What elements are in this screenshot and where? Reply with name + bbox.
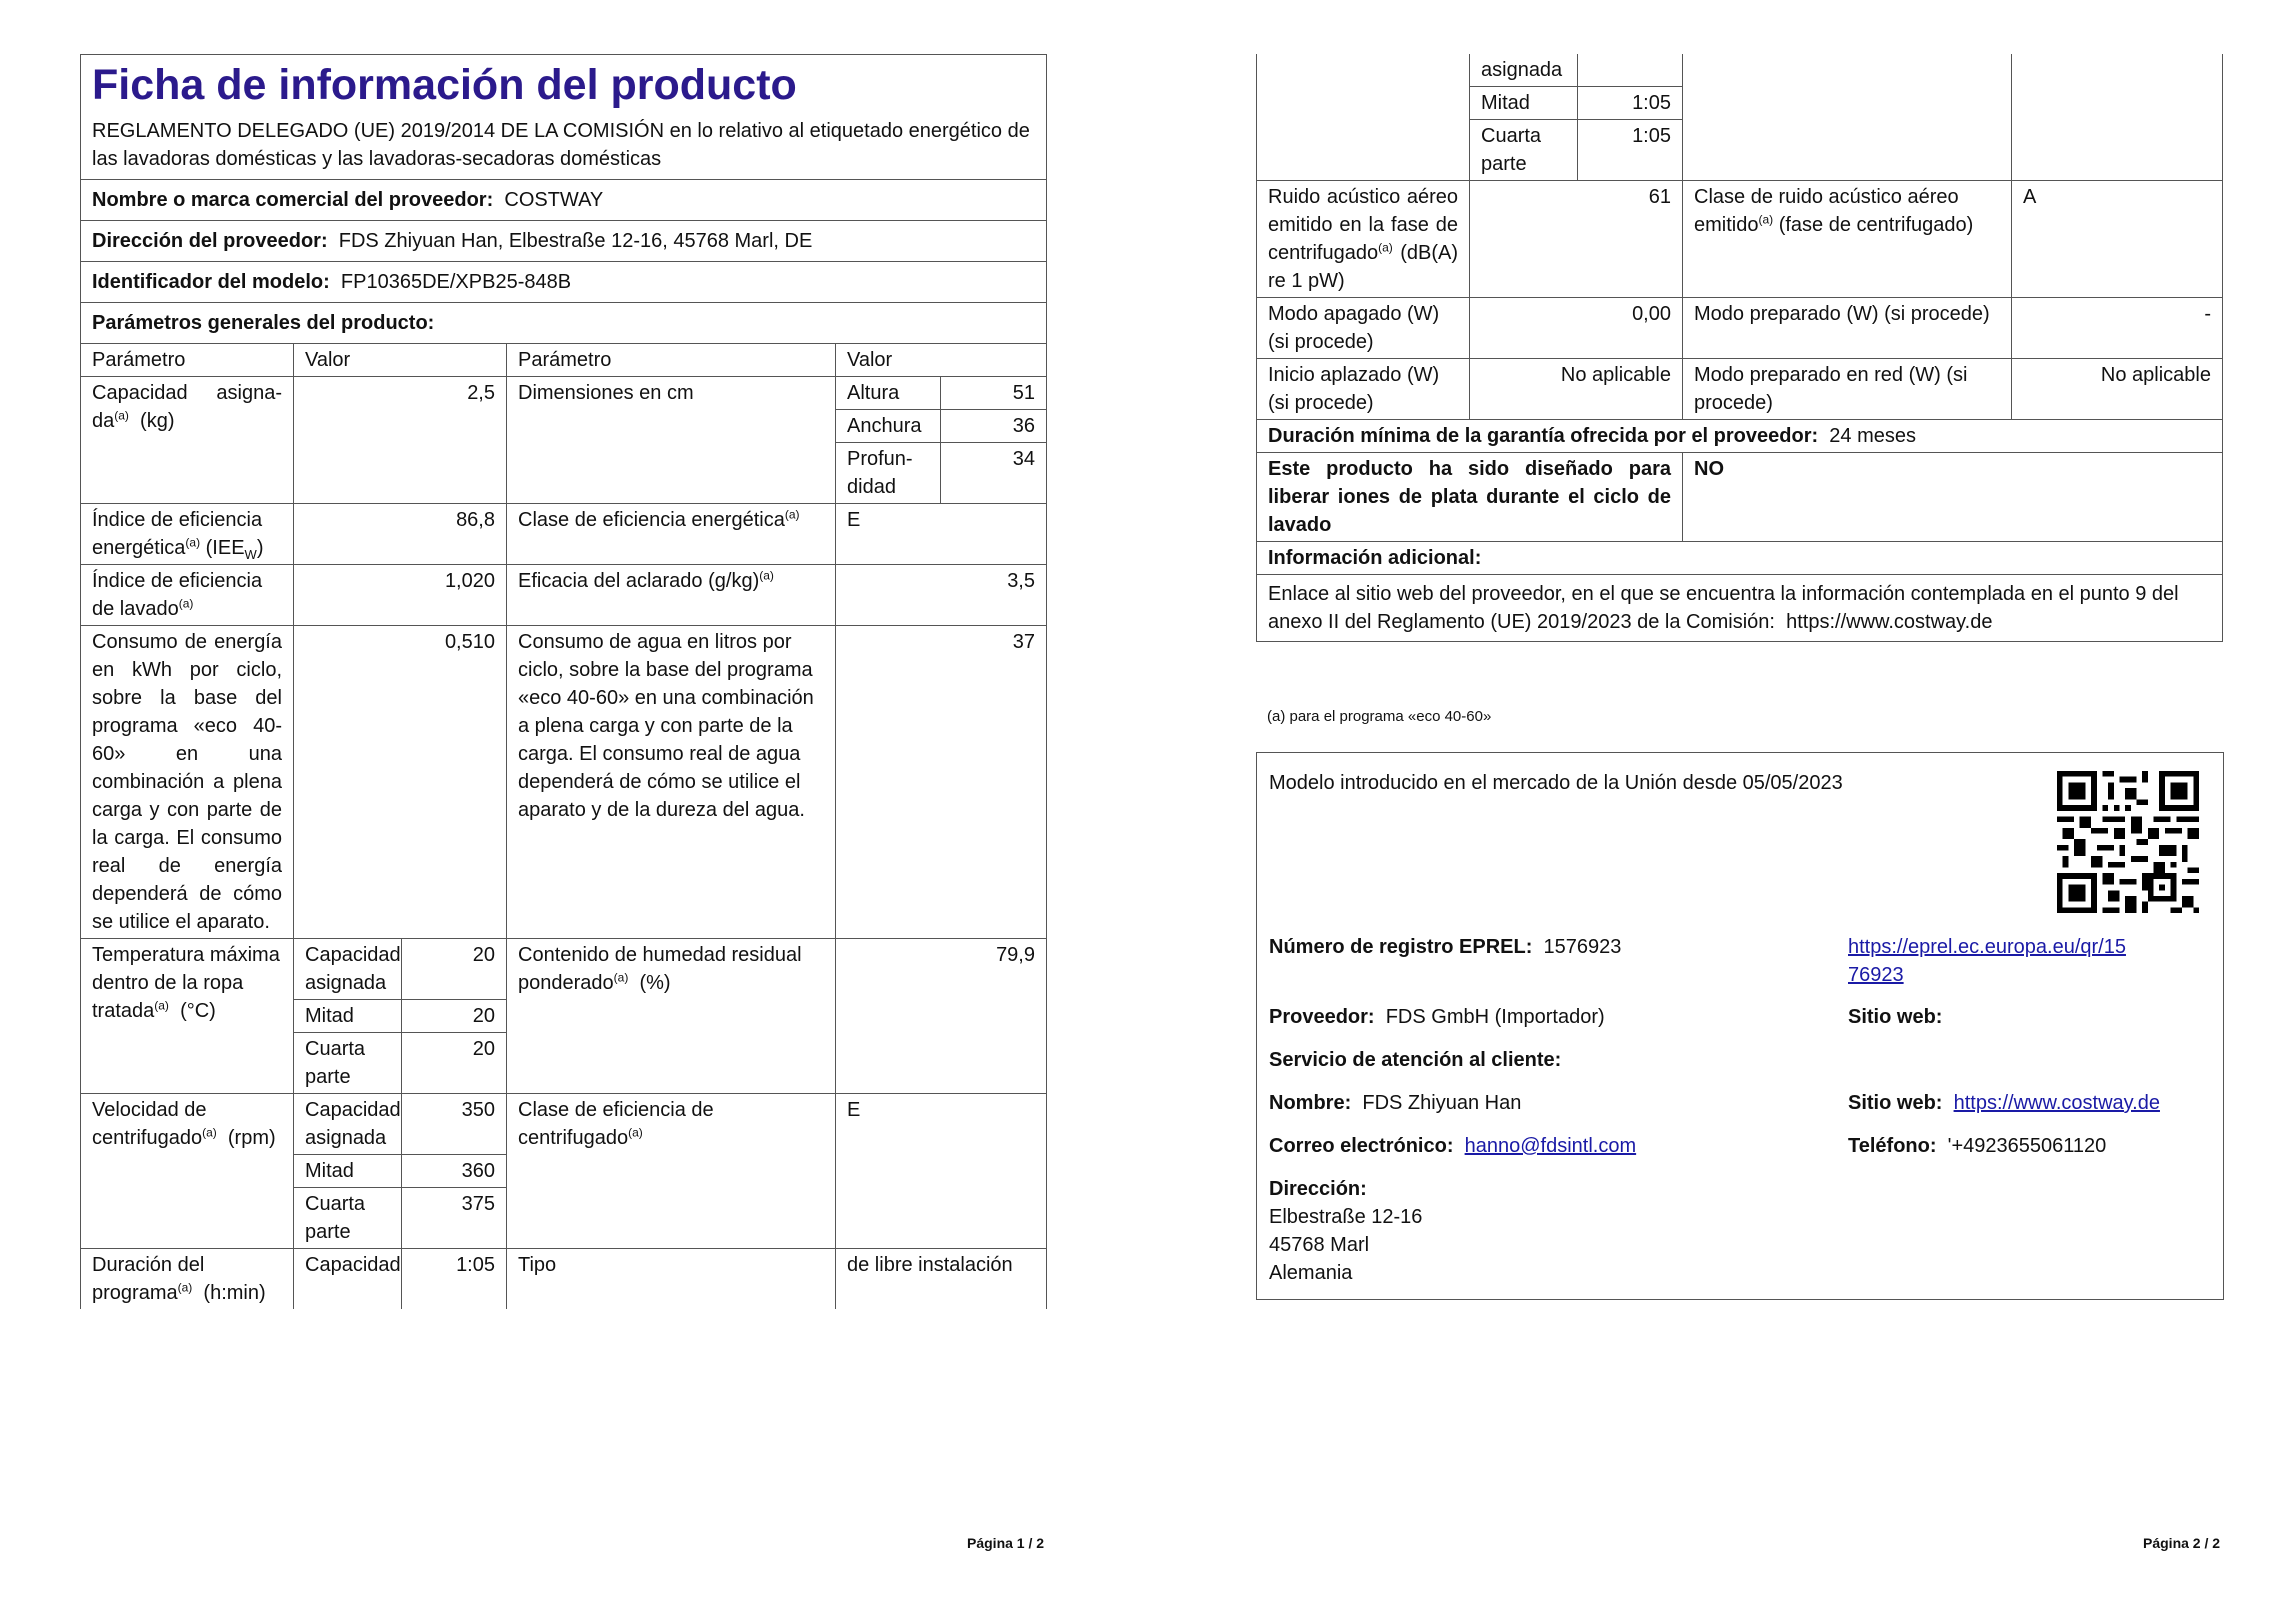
dim-width-label: Anchura	[836, 410, 941, 443]
contact-website-label: Sitio web:	[1848, 1092, 1943, 1114]
type-value-cont	[2012, 54, 2223, 181]
email-link[interactable]: hanno@fdsintl.com	[1464, 1135, 1637, 1157]
regulation-text	[81, 115, 1047, 180]
eei-value: 86,8	[294, 504, 507, 565]
supplier-row-2	[1269, 1003, 1605, 1031]
off-mode-label: Modo apagado (W) (si procede)	[1257, 298, 1470, 359]
temp-rated-label: Capacidad asignada	[294, 939, 402, 1000]
noise-class-label	[1683, 181, 2012, 298]
max-temp-unit: (°C)	[180, 1000, 216, 1022]
footnote-a: (a)	[154, 998, 169, 1013]
duration-rated-value-cont	[1578, 54, 1683, 87]
eprel-info-box	[1256, 752, 2224, 1300]
washing-index-label	[81, 565, 294, 626]
dimensions-label: Dimensiones en cm	[507, 377, 836, 504]
dim-width-value: 36	[941, 410, 1047, 443]
spin-rated-value: 350	[402, 1094, 507, 1155]
silver-value: NO	[1683, 453, 2223, 542]
phone-row	[1848, 1132, 2106, 1160]
website-label: Sitio web:	[1848, 1006, 1943, 1028]
supplier-value-2: FDS GmbH (Importador)	[1385, 1006, 1605, 1028]
model-label: Identificador del modelo:	[92, 271, 330, 293]
type-value: de libre instalación	[836, 1249, 1047, 1310]
energy-consumption-value: 0,510	[294, 626, 507, 939]
noise-label	[1257, 181, 1470, 298]
eei-sub: W	[244, 547, 257, 562]
capacity-unit: (kg)	[140, 410, 175, 432]
duration-half-value: 1:05	[1578, 87, 1683, 120]
energy-consumption-label: Consumo de energía en kWh por ciclo, sobre la base del programa «eco 40-60» en una combinación a plena carga y con parte de la carga. El consumo real de energía dependerá de cómo se utilice el aparato.	[81, 626, 294, 939]
noise-label-text: Ruido acústico aéreo emitido en la fase de centrifugado	[1268, 186, 1458, 264]
address-label: Dirección del proveedor:	[92, 230, 328, 252]
dim-height-label: Altura	[836, 377, 941, 410]
energy-class-value: E	[836, 504, 1047, 565]
spin-half-label: Mitad	[294, 1155, 402, 1188]
noise-class-unit: (fase de centrifugado)	[1778, 214, 1974, 236]
washing-index-value: 1,020	[294, 565, 507, 626]
spin-half-value: 360	[402, 1155, 507, 1188]
guarantee-row	[1257, 420, 2223, 453]
dim-depth-value: 34	[941, 443, 1047, 504]
temp-rated-value: 20	[402, 939, 507, 1000]
rinsing-value: 3,5	[836, 565, 1047, 626]
address-row	[81, 221, 1047, 262]
silver-label: Este producto ha sido diseñado para liberar iones de plata durante el ciclo de lavado	[1257, 453, 1683, 542]
duration-rated-label: Capacidad	[294, 1249, 402, 1310]
duration-rated-cont: asignada	[1470, 54, 1578, 87]
guarantee-label: Duración mínima de la garantía ofrecida por el proveedor:	[1268, 425, 1819, 447]
additional-info-heading: Información adicional:	[1257, 542, 2223, 575]
qr-code-icon[interactable]	[2057, 771, 2199, 913]
type-label: Tipo	[507, 1249, 836, 1310]
duration-half-label: Mitad	[1470, 87, 1578, 120]
footnote-a: (a)	[178, 596, 194, 611]
supplier-row	[81, 180, 1047, 221]
type-label-cont	[1683, 54, 2012, 181]
duration-label	[81, 1249, 294, 1310]
supplier-value: COSTWAY	[504, 189, 604, 211]
rinsing-label	[507, 565, 836, 626]
duration-quarter-label: Cuarta parte	[1470, 120, 1578, 181]
general-params-heading: Parámetros generales del producto:	[81, 303, 1047, 344]
spin-rated-label: Capacidad asignada	[294, 1094, 402, 1155]
duration-rated-value: 1:05	[402, 1249, 507, 1310]
footnote-a: (a)	[784, 507, 800, 522]
guarantee-value: 24 meses	[1829, 425, 1916, 447]
noise-class-value: A	[2012, 181, 2223, 298]
moisture-label	[507, 939, 836, 1094]
water-consumption-value: 37	[836, 626, 1047, 939]
page-1-footer: Página 1 / 2	[967, 1535, 1045, 1551]
page-1	[80, 54, 1046, 1309]
footnote-a: (a)	[1378, 240, 1393, 255]
capacity-label-text: Capacidad asigna-da	[92, 382, 282, 432]
temp-quarter-label: Cuarta parte	[294, 1033, 402, 1094]
eei-label: Índice de eficiencia energética$^{(a)}$ $(IEE_W)$	[81, 504, 294, 565]
noise-unit: (dB(A) re 1 pW)	[1268, 242, 1458, 292]
footnote-a: (a)	[202, 1125, 217, 1140]
footnote-a: (a)	[759, 568, 774, 583]
washing-index-label-text: Índice de eficiencia de lavado	[92, 570, 263, 620]
postal-address-line3: Alemania	[1269, 1262, 1353, 1284]
spin-speed-label	[81, 1094, 294, 1249]
email-row	[1269, 1132, 1636, 1160]
eei-label-text: Índice de eficiencia energética	[92, 509, 263, 559]
duration-label-text: Duración del programa	[92, 1254, 205, 1304]
water-consumption-label: Consumo de agua en litros por ciclo, sobre la base del programa «eco 40-60» en una combinación a plena carga y con parte de la carga. El consumo real de agua dependerá de cómo se utilice el aparato y de la dureza del agua.	[507, 626, 836, 939]
footnote-a: (a)	[185, 535, 201, 550]
customer-service-heading: Servicio de atención al cliente:	[1269, 1049, 1562, 1071]
market-date: Modelo introducido en el mercado de la Unión desde 05/05/2023	[1269, 772, 1843, 794]
footnote-a: (a)	[177, 1280, 193, 1295]
noise-value: 61	[1470, 181, 1683, 298]
supplier-label-2: Proveedor:	[1269, 1006, 1375, 1028]
postal-address-line2: 45768 Marl	[1269, 1234, 1370, 1256]
page-title: Ficha de información del producto	[81, 55, 1047, 116]
phone-label: Teléfono:	[1848, 1135, 1937, 1157]
moisture-label-text: Contenido de humedad residual ponderado	[518, 944, 802, 994]
email-label: Correo electrónico:	[1269, 1135, 1454, 1157]
moisture-unit: (%)	[639, 972, 671, 994]
page-2	[1256, 54, 2222, 725]
footnote: (a) para el programa «eco 40-60»	[1267, 708, 1492, 725]
eprel-link-line2[interactable]: 76923	[1848, 964, 1904, 986]
rinsing-label-text: Eficacia del aclarado (g/kg)	[518, 570, 760, 592]
spin-speed-label-text: Velocidad de centrifugado	[92, 1099, 207, 1149]
contact-name-row	[1269, 1089, 1521, 1117]
eprel-link-line1[interactable]: https://eprel.ec.europa.eu/qr/15	[1848, 936, 2126, 958]
eei-unit: (IEE	[205, 537, 245, 559]
contact-website-row	[1848, 1089, 2160, 1117]
supplier-link-row	[1257, 575, 2223, 642]
max-temp-label	[81, 939, 294, 1094]
footnote-a: (a)	[114, 408, 129, 423]
product-info-table-continued	[1256, 54, 2223, 642]
address-value: FDS Zhiyuan Han, Elbestraße 12-16, 45768 Marl, DE	[338, 230, 813, 252]
contact-name-value: FDS Zhiyuan Han	[1362, 1092, 1522, 1114]
standby-value: -	[2012, 298, 2223, 359]
spin-class-value: E	[836, 1094, 1047, 1249]
standby-label: Modo preparado (W) (si procede)	[1683, 298, 2012, 359]
spin-class-label	[507, 1094, 836, 1249]
spin-class-label-text: Clase de eficiencia de centrifugado	[518, 1099, 714, 1149]
regulation-rest: en lo relativo al etiquetado energético de las lavadoras domésticas y las lavadoras-secadoras domésticas	[92, 120, 1030, 170]
header-value-2: Valor	[836, 344, 1047, 377]
temp-half-value: 20	[402, 1000, 507, 1033]
net-standby-value: No aplicable	[2012, 359, 2223, 420]
contact-name-label: Nombre:	[1269, 1092, 1352, 1114]
model-value: FP10365DE/XPB25-848B	[340, 271, 572, 293]
header-param-1: Parámetro	[81, 344, 294, 377]
contact-website-link[interactable]: https://www.costway.de	[1953, 1092, 2160, 1114]
delay-label: Inicio aplazado (W) (si procede)	[1257, 359, 1470, 420]
moisture-value: 79,9	[836, 939, 1047, 1094]
energy-class-label-text: Clase de eficiencia energética	[518, 509, 785, 531]
duration-label-cont	[1257, 54, 1470, 181]
delay-value: No aplicable	[1470, 359, 1683, 420]
spin-quarter-label: Cuarta parte	[294, 1188, 402, 1249]
supplier-link-url[interactable]: https://www.costway.de	[1786, 611, 1993, 633]
header-value-1: Valor	[294, 344, 507, 377]
spin-speed-unit: (rpm)	[227, 1127, 276, 1149]
postal-address	[1269, 1175, 1422, 1287]
header-param-2: Parámetro	[507, 344, 836, 377]
regulation-bold: REGLAMENTO DELEGADO (UE) 2019/2014 DE LA COMISIÓN	[92, 120, 665, 142]
off-mode-value: 0,00	[1470, 298, 1683, 359]
product-info-table	[80, 54, 1047, 1309]
eprel-row	[1269, 933, 1621, 961]
phone-value: '+4923655061120	[1947, 1135, 2107, 1157]
page-2-footer: Página 2 / 2	[2143, 1535, 2221, 1551]
model-row	[81, 262, 1047, 303]
dim-depth-label: Profun-didad	[836, 443, 941, 504]
spin-quarter-value: 375	[402, 1188, 507, 1249]
temp-half-label: Mitad	[294, 1000, 402, 1033]
postal-address-line1: Elbestraße 12-16	[1269, 1206, 1423, 1228]
capacity-label	[81, 377, 294, 504]
duration-unit: (h:min)	[203, 1282, 266, 1304]
postal-address-label: Dirección:	[1269, 1178, 1367, 1200]
footnote-a: (a)	[1758, 212, 1774, 227]
energy-class-label	[507, 504, 836, 565]
eprel-label: Número de registro EPREL:	[1269, 936, 1533, 958]
supplier-label: Nombre o marca comercial del proveedor:	[92, 189, 494, 211]
footnote-a: (a)	[628, 1125, 643, 1140]
max-temp-label-text: Temperatura máxima dentro de la ropa tratada	[92, 944, 280, 1022]
temp-quarter-value: 20	[402, 1033, 507, 1094]
supplier-link-text: Enlace al sitio web del proveedor, en el que se encuentra la información contemplada en el punto 9 del anexo II del Reglamento (UE) 2019/2023 de la Comisión:	[1268, 583, 2179, 633]
eprel-value: 1576923	[1543, 936, 1622, 958]
footnote-a: (a)	[613, 970, 629, 985]
net-standby-label: Modo preparado en red (W) (si procede)	[1683, 359, 2012, 420]
capacity-value: 2,5	[294, 377, 507, 504]
dim-height-value: 51	[941, 377, 1047, 410]
eprel-link[interactable]	[1848, 933, 2126, 989]
noise-class-label-text: Clase de ruido acústico aéreo emitido	[1694, 186, 1959, 236]
duration-quarter-value: 1:05	[1578, 120, 1683, 181]
